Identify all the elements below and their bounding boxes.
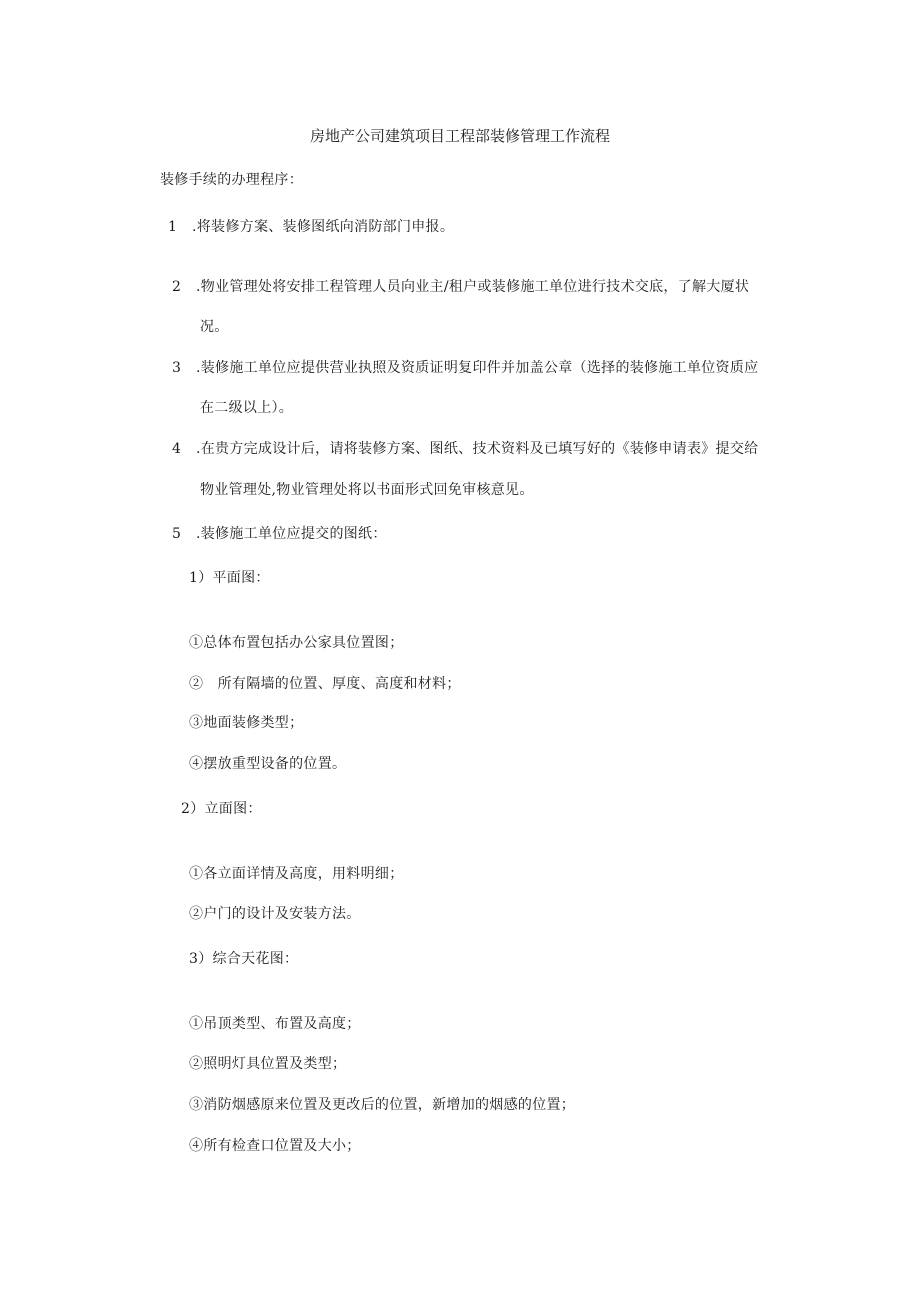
step-1 bbox=[168, 218, 454, 236]
step-4-text-line-1: .在贵方完成设计后，请将装修方案、图纸、技术资料及已填写好的《装修申请表》提交给 bbox=[196, 441, 759, 457]
floor-plan-item-1: ①总体布置包括办公家具位置图； bbox=[189, 635, 404, 651]
step-5 bbox=[172, 525, 387, 543]
step-2-text-line-1: .物业管理处将安排工程管理人员向业主/租户或装修施工单位进行技术交底，了解大厦状 bbox=[196, 279, 750, 295]
step-1-number: 1 bbox=[168, 219, 178, 235]
step-2 bbox=[172, 278, 749, 296]
drawing-heading-ceiling: 3）综合天花图： bbox=[189, 951, 299, 967]
step-3 bbox=[172, 359, 758, 377]
ceiling-item-1: ①吊顶类型、布置及高度； bbox=[189, 1016, 361, 1032]
step-5-text: .装修施工单位应提交的图纸： bbox=[196, 526, 387, 542]
page-title: 房地产公司建筑项目工程部装修管理工作流程 bbox=[309, 127, 610, 145]
ceiling-item-4: ④所有检查口位置及大小； bbox=[189, 1138, 361, 1154]
elevation-item-1: ①各立面详情及高度，用料明细； bbox=[189, 866, 404, 882]
drawing-heading-elevation: 2）立面图： bbox=[181, 801, 262, 817]
intro-text: 装修手续的办理程序： bbox=[160, 172, 303, 188]
drawing-heading-floor-plan: 1）平面图： bbox=[189, 570, 270, 586]
step-3-text-line-2: 在二级以上）。 bbox=[200, 400, 294, 416]
step-5-number: 5 bbox=[172, 526, 182, 542]
floor-plan-item-3: ③地面装修类型； bbox=[189, 715, 304, 731]
step-3-number: 3 bbox=[172, 360, 182, 376]
step-2-text-line-2: 况。 bbox=[200, 319, 229, 335]
ceiling-item-2: ②照明灯具位置及类型； bbox=[189, 1056, 347, 1072]
step-4-number: 4 bbox=[172, 441, 182, 457]
ceiling-item-3: ③消防烟感原来位置及更改后的位置，新增加的烟感的位置； bbox=[189, 1097, 576, 1113]
step-4 bbox=[172, 440, 758, 458]
floor-plan-item-2: ② 所有隔墙的位置、厚度、高度和材料； bbox=[189, 676, 461, 692]
step-3-text-line-1: .装修施工单位应提供营业执照及资质证明复印件并加盖公章（选择的装修施工单位资质应 bbox=[196, 360, 759, 376]
step-2-number: 2 bbox=[172, 279, 182, 295]
step-1-text: .将装修方案、装修图纸向消防部门申报。 bbox=[192, 219, 455, 235]
floor-plan-item-4: ④摆放重型设备的位置。 bbox=[189, 756, 347, 772]
step-4-text-line-2: 物业管理处,物业管理处将以书面形式回免审核意见。 bbox=[200, 482, 534, 498]
elevation-item-2: ②户门的设计及安装方法。 bbox=[189, 906, 361, 922]
